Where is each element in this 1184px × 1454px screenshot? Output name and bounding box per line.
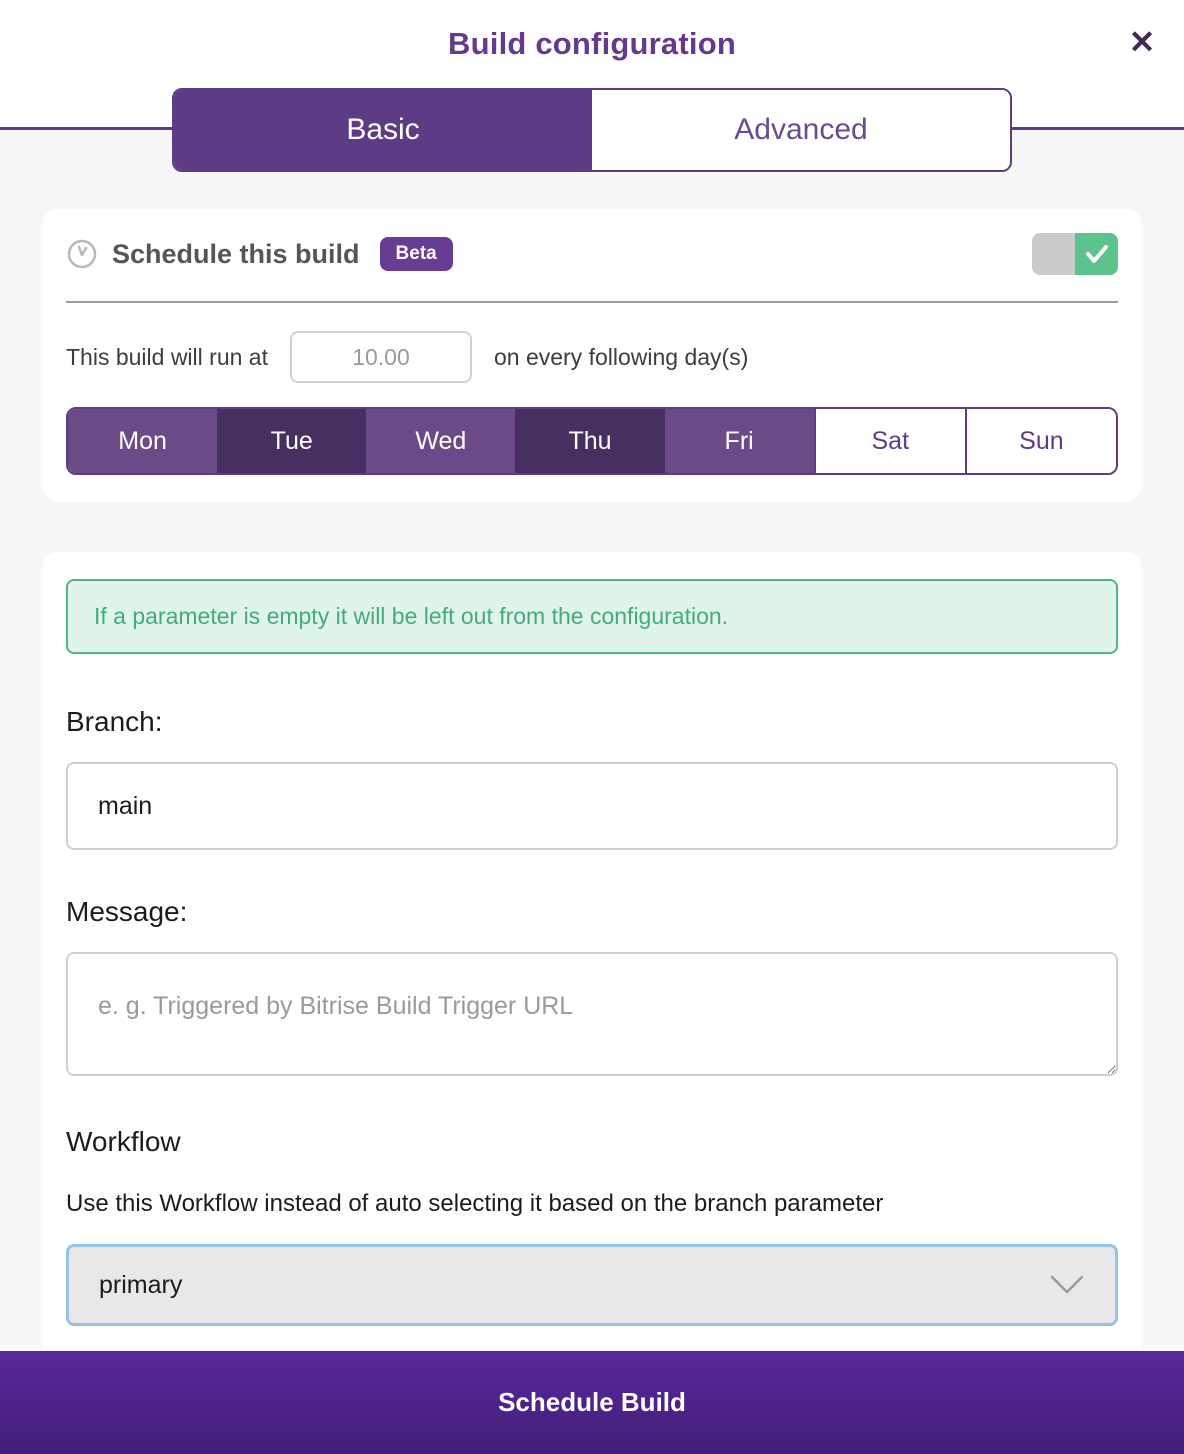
toggle-off-segment [1032,233,1075,275]
schedule-card [42,209,1142,502]
workflow-select[interactable] [66,1244,1118,1326]
day-mon[interactable]: Mon [68,409,217,473]
page-title: Build configuration [448,26,736,61]
branch-input[interactable] [66,762,1118,850]
workflow-selected-value: primary [99,1270,183,1299]
day-wed[interactable]: Wed [366,409,515,473]
message-textarea[interactable] [66,952,1118,1076]
message-label: Message: [66,896,188,927]
check-icon [1084,243,1110,265]
time-input[interactable] [290,331,472,383]
tab-advanced[interactable]: Advanced [592,90,1010,170]
workflow-label: Workflow [66,1126,181,1157]
workflow-help-text: Use this Workflow instead of auto selecting it based on the branch parameter [66,1190,884,1217]
schedule-build-button[interactable]: Schedule Build [0,1351,1184,1454]
schedule-title: Schedule this build [112,238,360,269]
modal-header [0,0,1184,146]
tab-basic[interactable]: Basic [174,90,592,170]
schedule-divider [66,301,1118,303]
day-thu[interactable]: Thu [515,409,664,473]
tab-group [172,88,1012,172]
day-sat[interactable]: Sat [814,409,965,473]
run-at-suffix: on every following day(s) [493,343,749,370]
schedule-toggle[interactable] [1032,233,1118,275]
chevron-down-icon [1049,1275,1085,1295]
clock-icon [66,238,98,270]
beta-badge: Beta [380,237,453,271]
empty-parameter-notice: If a parameter is empty it will be left out from the configuration. [66,579,1118,654]
modal-body [0,130,1184,1348]
toggle-on-segment [1075,233,1118,275]
close-icon[interactable]: ✕ [1122,22,1162,62]
day-sun[interactable]: Sun [965,409,1116,473]
branch-label: Branch: [66,706,163,737]
day-selector [66,407,1118,475]
day-fri[interactable]: Fri [665,409,814,473]
day-tue[interactable]: Tue [217,409,366,473]
run-at-prefix: This build will run at [66,343,268,370]
build-params-card [42,552,1142,1348]
